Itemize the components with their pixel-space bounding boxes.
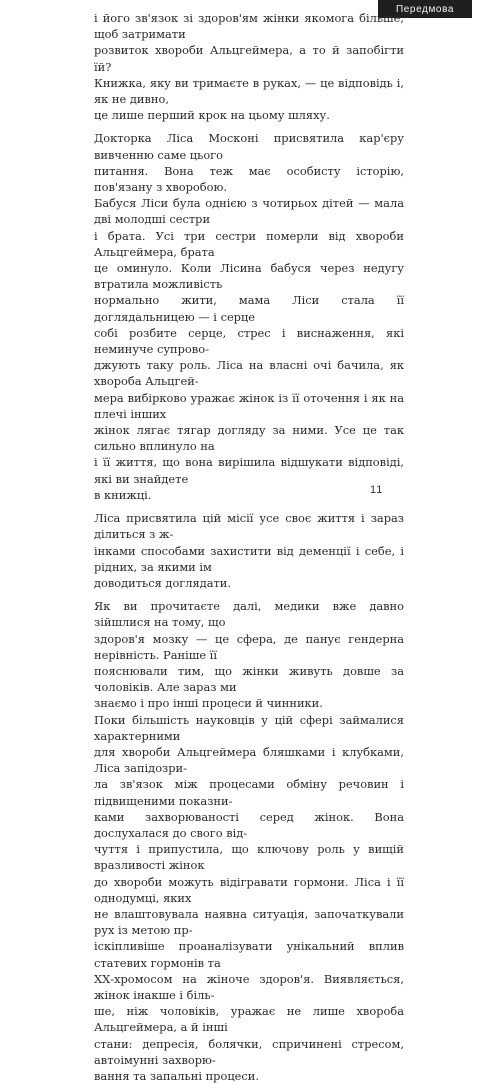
paragraph-5: Як ви прочитаєте далі, медики вже давно зійшлися на тому, що здоров'я мозку — це сфера, де панує гендерна нерівність. Раніше її пояснювали тим, що жінки живуть довше за чоловіків. Але зараз ми знаємо і про інші процеси й чинники.: [94, 599, 404, 711]
running-head: Передмова: [378, 0, 472, 18]
page-body: [94, 10, 404, 1084]
paragraph-3: Докторка Ліса Москоні присвятила кар'єру вивченню саме цього питання. Вона теж має особисту історію, пов'язану з хворобою. Бабуся Ліси була однією з чотирьох дітей — мала дві молодші сестри і брата. Усі три сестри померли від хвороби Альцгеймера, брата це оминуло. Коли Лісина бабуся через недугу втратила можливість нормально жити, мама Ліси стала її доглядальницею — і серце собі розбите серце, стрес і виснаження, які неминуче супрово- джують таку роль. Ліса на власні очі бачила, як хвороба Альцгей- мера вибірково уражає жінок із її оточення і як на плечі інших жінок лягає тягар догляду за ними. Усе це так сильно вплинуло на і її життя, що вона вирішила відшукати відповіді, які ви знайдете в книжці.: [94, 131, 404, 502]
paragraph-4: Ліса присвятила цій місії усе своє життя і зараз ділиться з ж- інками способами захистити від деменції і себе, і рідних, за якими ім доводиться доглядати.: [94, 511, 404, 590]
paragraph-2: Книжка, яку ви тримаєте в руках, — це відповідь і, як не дивно, це лише перший крок на цьому шляху.: [94, 75, 404, 123]
page-number: 11: [370, 484, 384, 496]
paragraph-6: Поки більшість науковців у цій сфері займалися характерними для хвороби Альцгеймера бляшками і клубками, Ліса запідозри- ла зв'язок між процесами обміну речовин і підвищеними показни- ками захворюваності серед жінок. Вона дослухалася до свого від- чуття і припустила, що ключову роль у вищій вразливості жінок до хвороби можуть відігравати гормони. Ліса і її однодумці, яких не влаштовувала наявна ситуація, започаткували рух із метою пр- іскіпливіше проаналізувати унікальний вплив статевих гормонів та ХХ-хромосом на жіноче здоров'я. Виявляється, жінок інакше і біль- ше, ніж чоловіків, уражає не лише хвороба Альцгеймера, а й інші стани: депресія, болячки, спричинені стресом, автоімунні захворю- вання та запальні процеси.: [94, 712, 404, 1083]
paragraph-1: і його зв'язок зі здоров'ям жінки якомога більше, щоб затримати розвиток хвороби Альцгеймера, а то й запобігти їй?: [94, 11, 404, 74]
